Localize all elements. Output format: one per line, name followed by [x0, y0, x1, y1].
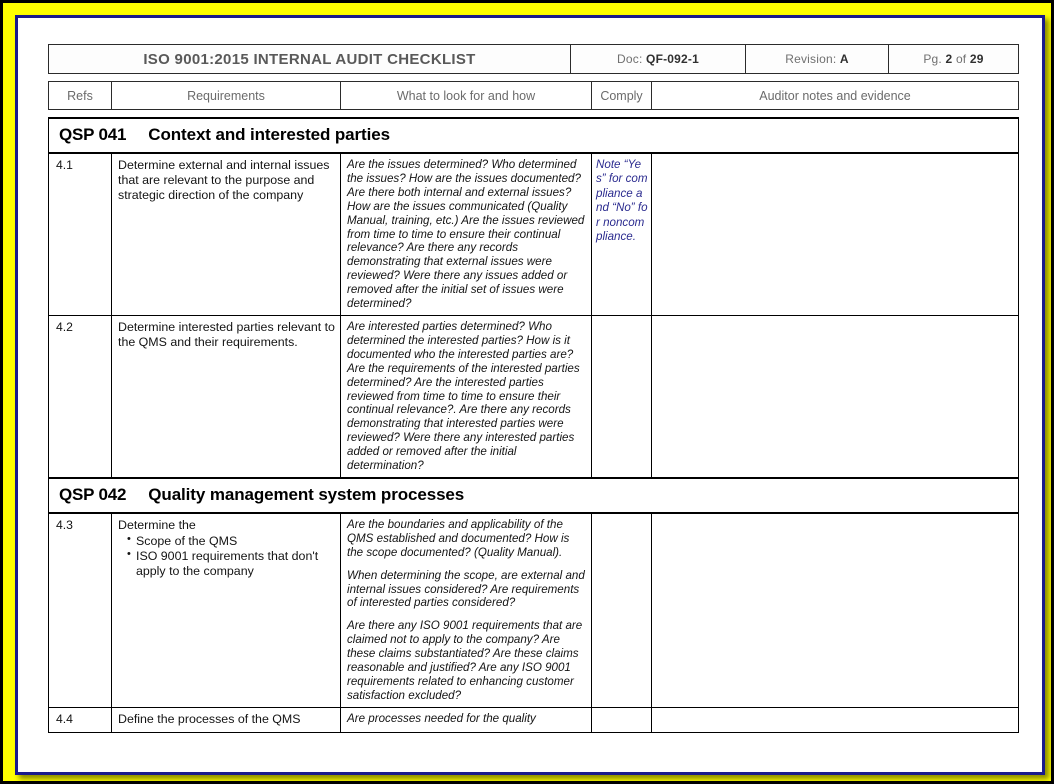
requirement-text: Determine the	[118, 517, 196, 532]
section-header-cell	[49, 118, 1019, 153]
audit-checklist-document	[48, 44, 1018, 733]
look-for-paragraph: When determining the scope, are external and internal issues considered? Are requirements of interested parties considered?	[347, 568, 585, 610]
section-code: QSP 042	[59, 484, 127, 504]
page-label: Pg.	[923, 52, 942, 66]
revision-cell	[746, 45, 889, 74]
row-what-to-look-for	[341, 153, 592, 315]
page-number-cell	[889, 45, 1019, 74]
row-requirement	[112, 153, 341, 315]
row-comply[interactable]	[592, 707, 652, 732]
row-requirement	[112, 513, 341, 707]
yellow-page-frame	[3, 3, 1051, 781]
checklist-rows	[49, 118, 1019, 732]
requirement-bullet: • Scope of the QMS	[127, 534, 335, 549]
column-header-row	[49, 82, 1019, 110]
checklist-body	[48, 117, 1019, 733]
look-for-paragraph: Are there any ISO 9001 requirements that are claimed not to apply to the company? Are these claims substantiated? Are these claims reasonable and justified? Are any ISO 9001 requirements related to enhancing customer satisfaction excluded?	[347, 619, 583, 702]
document-page-frame	[15, 15, 1045, 775]
section-header	[49, 125, 1018, 145]
table-row	[49, 513, 1019, 707]
column-header-comply: Comply	[592, 82, 652, 110]
revision-value: A	[839, 52, 849, 66]
row-comply[interactable]	[592, 513, 652, 707]
section-name: Quality management system processes	[148, 484, 465, 504]
row-auditor-notes[interactable]	[652, 513, 1019, 707]
doc-number-value: QF-092-1	[646, 52, 699, 66]
title-spacer	[48, 74, 1018, 81]
requirement-text: Define the processes of the QMS	[118, 711, 301, 726]
look-for-paragraph: Are processes needed for the quality	[347, 711, 536, 725]
row-auditor-notes[interactable]	[652, 153, 1019, 315]
table-row	[49, 315, 1019, 477]
table-row	[49, 153, 1019, 315]
section-header	[49, 485, 1018, 505]
look-for-paragraph: Are interested parties determined? Who determined the interested parties? How is it documented who the interested parties are? Are the requirements of the interested parties determined? Are the interested parties reviewed from time to time to ensure their continual relevance?. Are there any records demonstrating that interested parties were reviewed? Were there any interested parties added or removed after the initial determination?	[347, 319, 580, 473]
look-for-paragraph: Are the issues determined? Who determined the issues? How are the issues documented? Are there both internal and external issues? How are the issues communicated (Quality Manual, training, etc.) Are the issues reviewed from time to time to ensure their continual relevance? Are there any records demonstrating that external issues were reviewed? Were there any issues added or removed after the initial set of issues were determined?	[347, 158, 585, 311]
doc-number-label: Doc:	[617, 52, 643, 66]
header-spacer	[48, 110, 1018, 117]
document-page	[18, 18, 1042, 772]
revision-label: Revision:	[785, 52, 837, 66]
requirement-bullet-list	[118, 534, 335, 579]
row-auditor-notes[interactable]	[652, 315, 1019, 477]
row-what-to-look-for	[341, 315, 592, 477]
row-ref: 4.4	[49, 707, 112, 732]
row-comply[interactable]: Note “Yes” for compliance and “No” for noncompliance.	[592, 153, 652, 315]
requirement-text: Determine interested parties relevant to the QMS and their requirements.	[118, 319, 335, 350]
column-header-bar	[48, 81, 1019, 110]
row-requirement	[112, 707, 341, 732]
table-row	[49, 707, 1019, 732]
row-ref: 4.2	[49, 315, 112, 477]
column-header-auditor-notes: Auditor notes and evidence	[652, 82, 1019, 110]
row-what-to-look-for	[341, 513, 592, 707]
section-header-cell	[49, 478, 1019, 513]
section-header-row	[49, 478, 1019, 513]
row-comply[interactable]	[592, 315, 652, 477]
row-ref: 4.1	[49, 153, 112, 315]
column-header-refs: Refs	[49, 82, 112, 110]
section-header-row	[49, 118, 1019, 153]
row-requirement	[112, 315, 341, 477]
page-current: 2	[945, 52, 953, 66]
requirement-bullet: • ISO 9001 requirements that don't apply to the company	[127, 549, 335, 579]
section-name: Context and interested parties	[148, 124, 390, 144]
row-auditor-notes[interactable]	[652, 707, 1019, 732]
page-of-label: of	[955, 52, 967, 66]
row-ref: 4.3	[49, 513, 112, 707]
doc-number-cell	[571, 45, 746, 74]
section-code: QSP 041	[59, 124, 127, 144]
document-title: ISO 9001:2015 INTERNAL AUDIT CHECKLIST	[49, 45, 571, 74]
look-for-paragraph: Are the boundaries and applicability of the QMS established and documented? How is the scope documented? (Quality Manual).	[347, 517, 570, 559]
document-title-bar	[48, 44, 1019, 74]
column-header-requirements: Requirements	[112, 82, 341, 110]
requirement-text: Determine external and internal issues that are relevant to the purpose and strategic direction of the company	[118, 158, 330, 203]
column-header-what-to-look-for: What to look for and how	[341, 82, 592, 110]
title-bar-row	[49, 45, 1019, 74]
row-what-to-look-for	[341, 707, 592, 732]
page-total: 29	[969, 52, 984, 66]
